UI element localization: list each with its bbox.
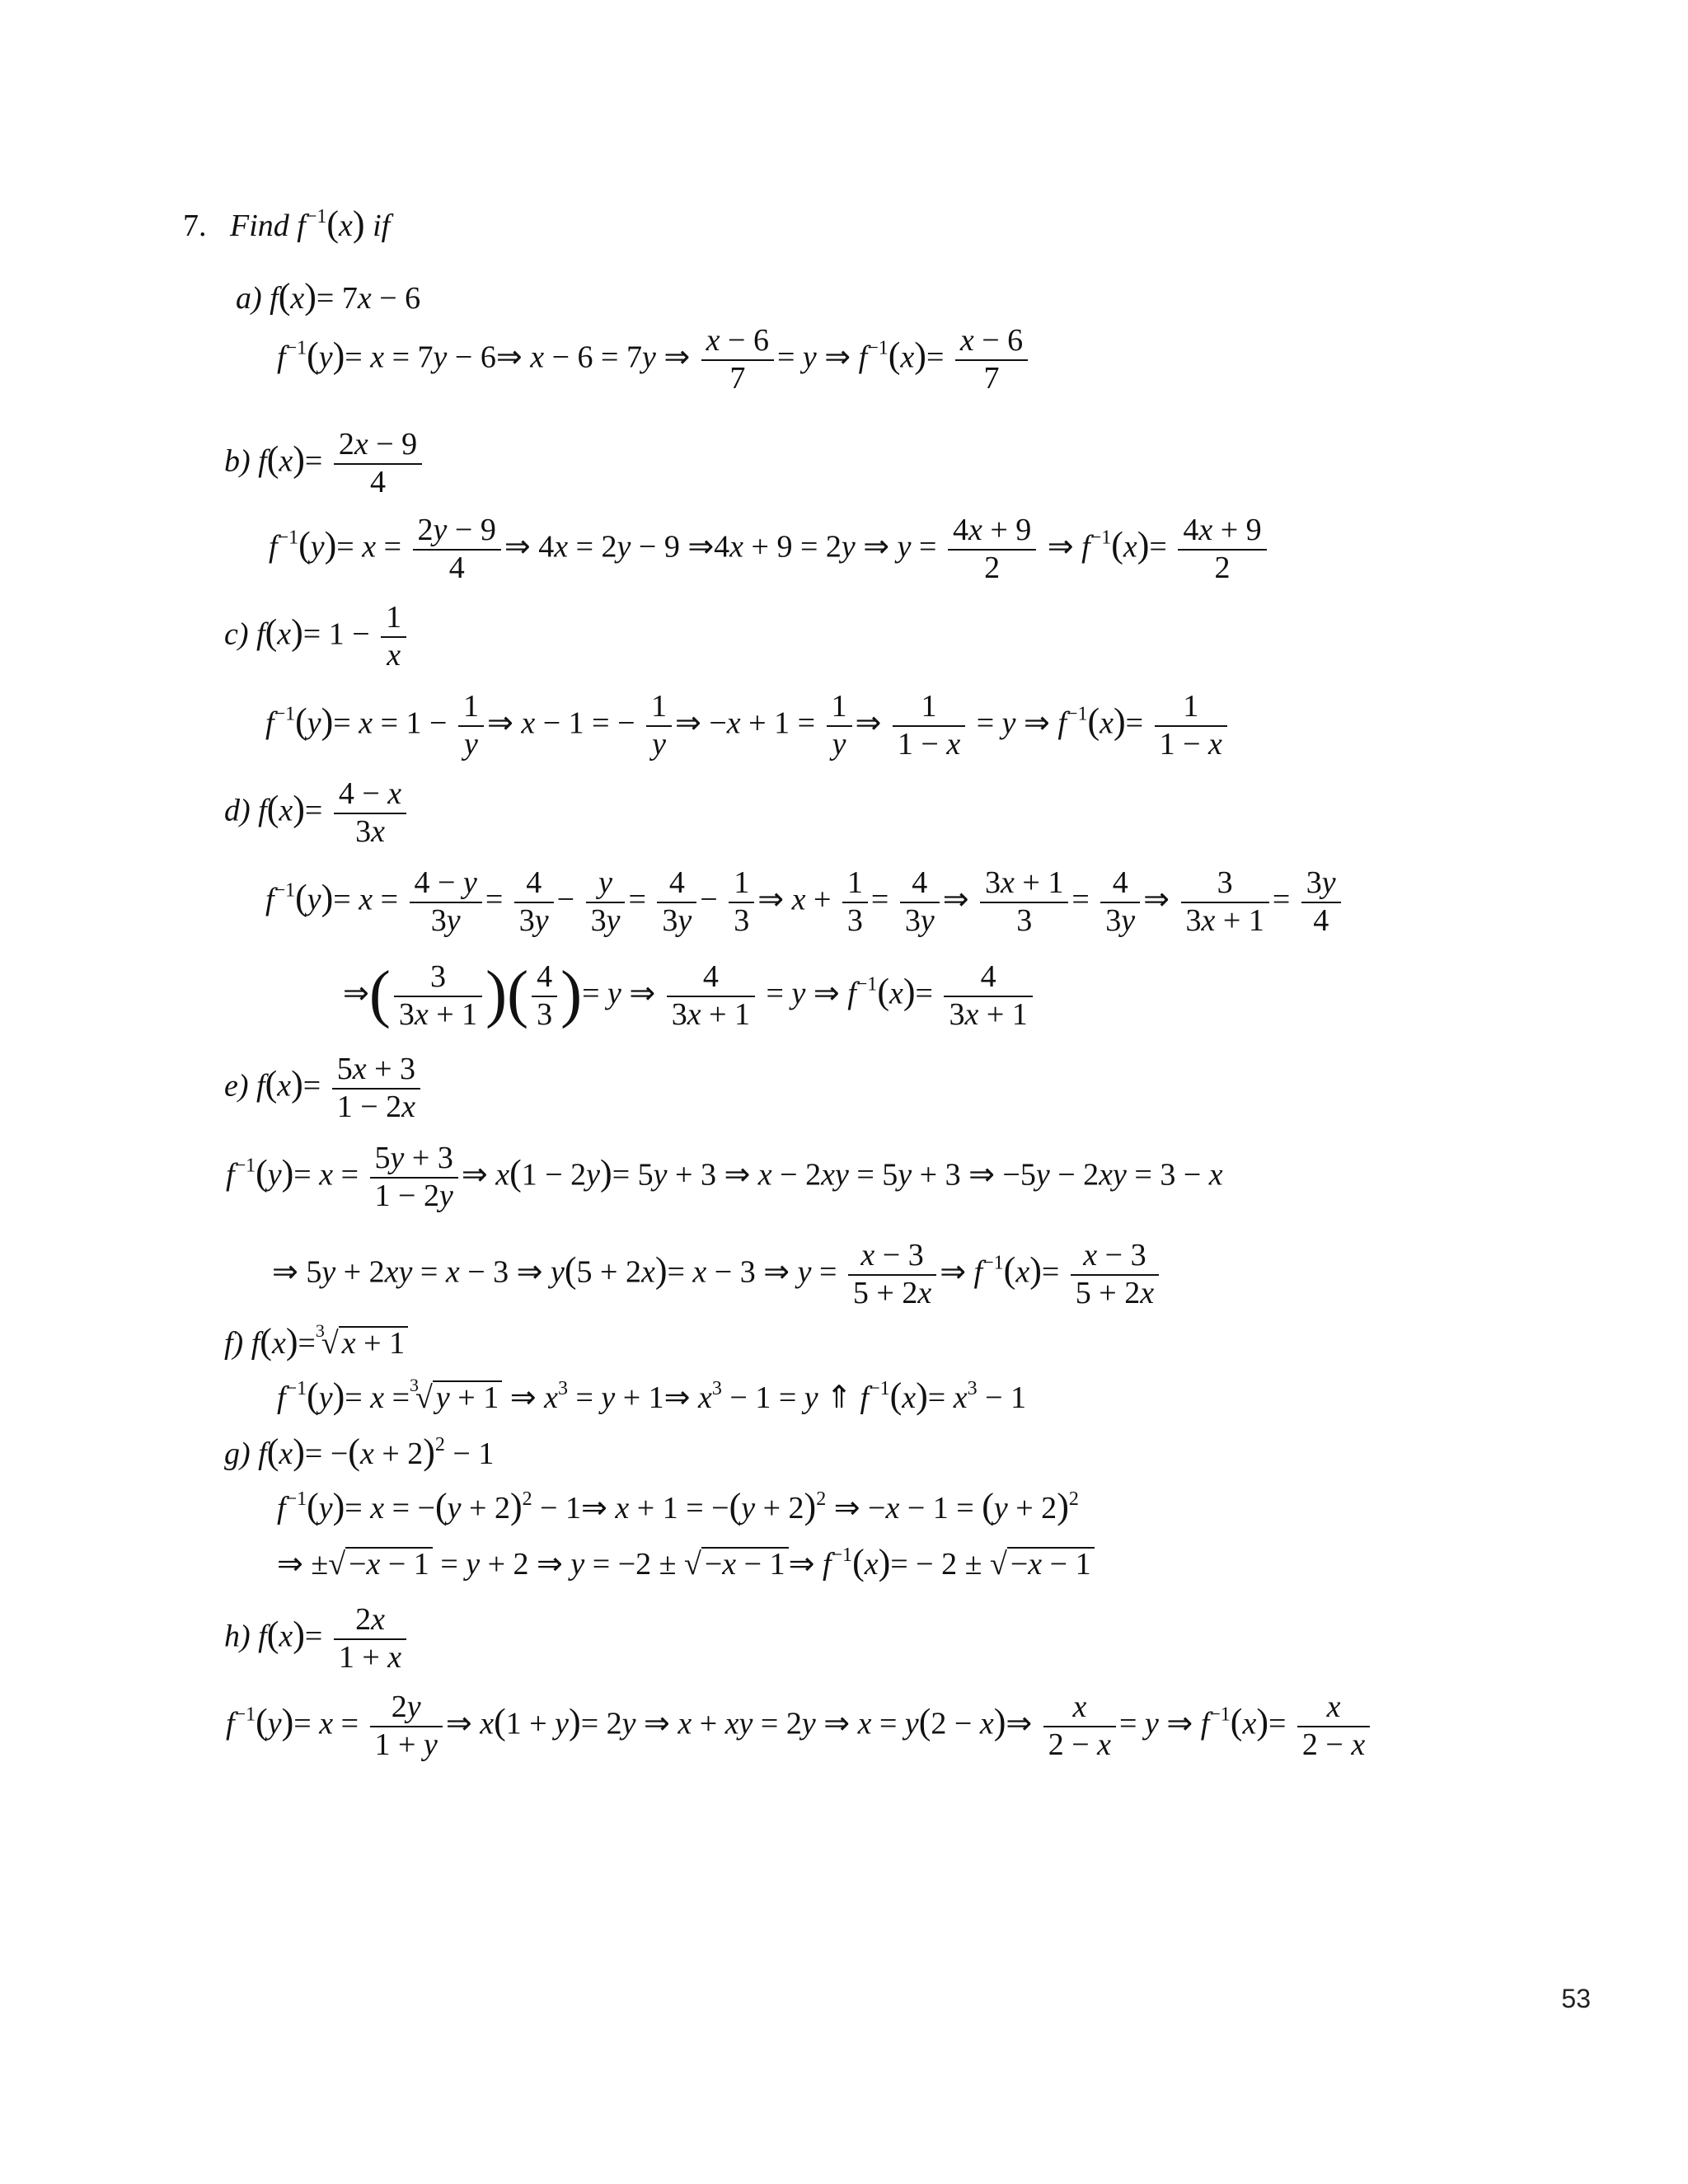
part-g-label: g) xyxy=(224,1436,251,1471)
part-a-solution: $f^{-1}(y)= x = 7y$ − 6⇒ x − 6 = 7y ⇒ $\frac{x - 6}{7}$ = y ⇒ $f^{-1}(x)=$ $\frac{x - 6}{7}$ xyxy=(277,323,1031,396)
part-e-solution-2: ⇒ 5y + 2xy = x − 3 ⇒ y(5 + 2x)= x − 3 ⇒ y = $\frac{x - 3}{5 + 2x}$ ⇒ $f^{-1}(x)=$ $\frac{x - 3}{5 + 2x}$ xyxy=(272,1238,1162,1311)
page-number: 53 xyxy=(1561,1984,1591,2013)
part-c-solution: $f^{-1}(y)= x = 1$ − $\frac{1}{y}$ ⇒ x − 1 = − $\frac{1}{y}$ ⇒ −x + 1 = $\frac{1}{y}$ ⇒ $\frac{1}{1 - x}$ = y ⇒ $f^{-1}(x)=$ $\frac{1}{1 - x}$ xyxy=(265,689,1231,762)
part-e-solution: $f^{-1}(y)= x$ = $\frac{5y + 3}{1 - 2y}$ ⇒ x(1 − 2y)= 5y + 3 ⇒ x − 2xy = 5y + 3 ⇒ −5y − 2xy = 3 − x xyxy=(226,1141,1223,1213)
part-a-label: a) xyxy=(236,281,262,316)
part-b-solution: $f^{-1}(y)= x$ = $\frac{2y - 9}{4}$ ⇒ 4x = 2y − 9 ⇒4x + 9 = 2y ⇒ y = $\frac{4x + 9}{2}$ ⇒ $f^{-1}(x)=$ $\frac{4x + 9}{2}$ xyxy=(269,513,1270,586)
part-d-label: d) xyxy=(224,793,251,828)
part-h-label: h) xyxy=(224,1619,251,1654)
part-g-solution-2: ⇒ ±√ −x − 1 = y + 2 ⇒ y = −2 ± √ −x − 1 ⇒ $f^{-1}(x)= - 2$ ± √ −x − 1 xyxy=(277,1544,1095,1582)
part-h-solution: $f^{-1}(y)= x$ = $\frac{2y}{1 + y}$ ⇒ x(1 + y)= 2y ⇒ x + xy = 2y ⇒ x = y(2 − x)⇒ $\frac{x}{2 - x}$ = y ⇒ $f^{-1}(x)=$ $\frac{x}{2 - x}$ xyxy=(226,1690,1373,1763)
problem-heading: 7. Find $f^{-1}(x)$ if xyxy=(183,204,391,244)
part-c-given: c) f(x)= 1 − $\frac{1}{x}$ xyxy=(224,600,410,673)
part-c-label: c) xyxy=(224,616,249,652)
part-d-solution: $f^{-1}(y)= x$ = $\frac{4 - y}{3y}$ = $\frac{4}{3y}$ − $\frac{y}{3y}$ = $\frac{4}{3y}$ − $\frac{1}{3}$ ⇒ x + $\frac{1}{3}$ = $\frac{4}{3y}$ ⇒ $\frac{3x + 1}{3}$ = $\frac{4}{3y}$ ⇒ $\frac{3}{3x + 1}$ = $\frac{3y}{4}$ xyxy=(265,865,1344,939)
part-b-given: b) f(x)= $\frac{2x - 9}{4}$ xyxy=(224,427,425,500)
part-g-given: g) $f(x)= -(x + 2)^2 - 1$ xyxy=(224,1432,495,1472)
part-h-given: h) f(x)= $\frac{2x}{1 + x}$ xyxy=(224,1602,410,1675)
part-e-label: e) xyxy=(224,1068,249,1104)
part-f-given: f) f(x)=$^3$√ x + 1 xyxy=(224,1322,408,1361)
part-d-given: d) f(x)= $\frac{4 - x}{3x}$ xyxy=(224,776,410,850)
part-f-solution: $f^{-1}(y)= x =^3√$ y + 1 ⇒ $x^3 = y$ + 1⇒ $x^3 - 1 = y$ ⇑ $f^{-1}(x)= x^3 - 1$ xyxy=(277,1375,1027,1416)
part-e-given: e) f(x)= $\frac{5x + 3}{1 - 2x}$ xyxy=(224,1052,424,1125)
problem-number: 7. xyxy=(183,209,207,243)
part-f-label: f) xyxy=(224,1326,244,1361)
part-d-solution-2: ⇒( $\frac{3}{3x + 1}$ )( $\frac{4}{3}$ )= y ⇒ $\frac{4}{3x + 1}$ = y ⇒ $f^{-1}(x)=$ $\frac{4}{3x + 1}$ xyxy=(343,959,1036,1033)
part-a-given: a) f(x)= 7x − 6 xyxy=(236,276,421,316)
part-b-label: b) xyxy=(224,443,251,479)
part-g-solution: $f^{-1}(y)= x = -(y + 2)^2$ − 1⇒ $x + 1 = -(y + 2)^2$ ⇒ $-x - 1 = (y + 2)^2$ xyxy=(277,1486,1079,1526)
